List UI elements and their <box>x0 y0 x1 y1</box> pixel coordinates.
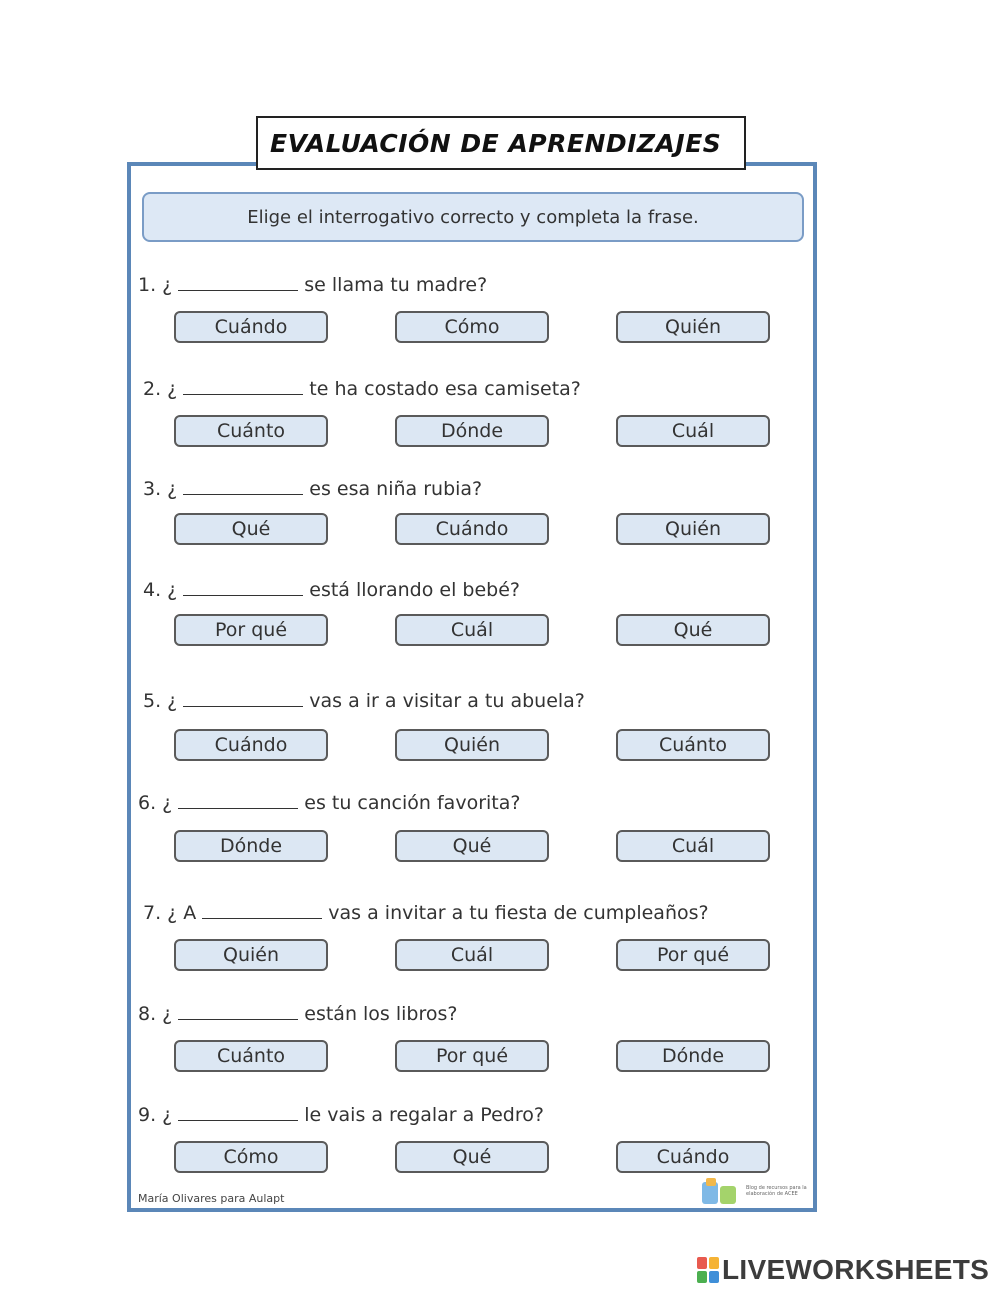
q9-option-2[interactable]: Qué <box>395 1141 549 1173</box>
q3-option-1[interactable]: Qué <box>174 513 328 545</box>
q8-option-3[interactable]: Dónde <box>616 1040 770 1072</box>
q4-option-1[interactable]: Por qué <box>174 614 328 646</box>
question-8: 8. ¿ están los libros? <box>138 1003 458 1025</box>
answer-blank <box>178 790 298 809</box>
author-credit: María Olivares para Aulapt <box>138 1192 285 1205</box>
answer-blank <box>202 900 322 919</box>
question-7: 7. ¿ A vas a invitar a tu fiesta de cumpleaños? <box>143 902 709 924</box>
q6-option-3[interactable]: Cuál <box>616 830 770 862</box>
q9-option-3[interactable]: Cuándo <box>616 1141 770 1173</box>
question-6: 6. ¿ es tu canción favorita? <box>138 792 521 814</box>
question-5: 5. ¿ vas a ir a visitar a tu abuela? <box>143 690 585 712</box>
q7-option-2[interactable]: Cuál <box>395 939 549 971</box>
q2-option-2[interactable]: Dónde <box>395 415 549 447</box>
question-4: 4. ¿ está llorando el bebé? <box>143 579 520 601</box>
answer-blank <box>183 476 303 495</box>
q1-option-1[interactable]: Cuándo <box>174 311 328 343</box>
aulapt-logo-caption: Blog de recursos para la elaboración de ACEE <box>746 1185 807 1197</box>
q6-option-1[interactable]: Dónde <box>174 830 328 862</box>
question-9: 9. ¿ le vais a regalar a Pedro? <box>138 1104 544 1126</box>
q2-option-1[interactable]: Cuánto <box>174 415 328 447</box>
q4-option-2[interactable]: Cuál <box>395 614 549 646</box>
answer-blank <box>183 376 303 395</box>
q2-option-3[interactable]: Cuál <box>616 415 770 447</box>
question-3: 3. ¿ es esa niña rubia? <box>143 478 483 500</box>
instruction-banner <box>142 192 804 242</box>
q1-option-2[interactable]: Cómo <box>395 311 549 343</box>
answer-blank <box>183 688 303 707</box>
q5-option-2[interactable]: Quién <box>395 729 549 761</box>
answer-blank <box>178 1001 298 1020</box>
aulapt-logo <box>700 1176 810 1208</box>
q1-option-3[interactable]: Quién <box>616 311 770 343</box>
question-1: 1. ¿ se llama tu madre? <box>138 274 488 296</box>
instruction-text: Elige el interrogativo correcto y completa la frase. <box>247 206 699 228</box>
q4-option-3[interactable]: Qué <box>616 614 770 646</box>
answer-blank <box>178 1102 298 1121</box>
q9-option-1[interactable]: Cómo <box>174 1141 328 1173</box>
q5-option-3[interactable]: Cuánto <box>616 729 770 761</box>
worksheet-title-box <box>256 116 746 170</box>
liveworksheets-wordmark: LIVEWORKSHEETS <box>722 1254 990 1285</box>
q3-option-3[interactable]: Quién <box>616 513 770 545</box>
answer-blank <box>183 577 303 596</box>
question-2: 2. ¿ te ha costado esa camiseta? <box>143 378 581 400</box>
q8-option-2[interactable]: Por qué <box>395 1040 549 1072</box>
liveworksheets-brand[interactable] <box>697 1256 989 1284</box>
q5-option-1[interactable]: Cuándo <box>174 729 328 761</box>
liveworksheets-icon <box>697 1257 719 1283</box>
q7-option-3[interactable]: Por qué <box>616 939 770 971</box>
q3-option-2[interactable]: Cuándo <box>395 513 549 545</box>
answer-blank <box>178 272 298 291</box>
q8-option-1[interactable]: Cuánto <box>174 1040 328 1072</box>
q6-option-2[interactable]: Qué <box>395 830 549 862</box>
q7-option-1[interactable]: Quién <box>174 939 328 971</box>
worksheet-title: EVALUACIÓN DE APRENDIZAJES <box>270 128 722 158</box>
